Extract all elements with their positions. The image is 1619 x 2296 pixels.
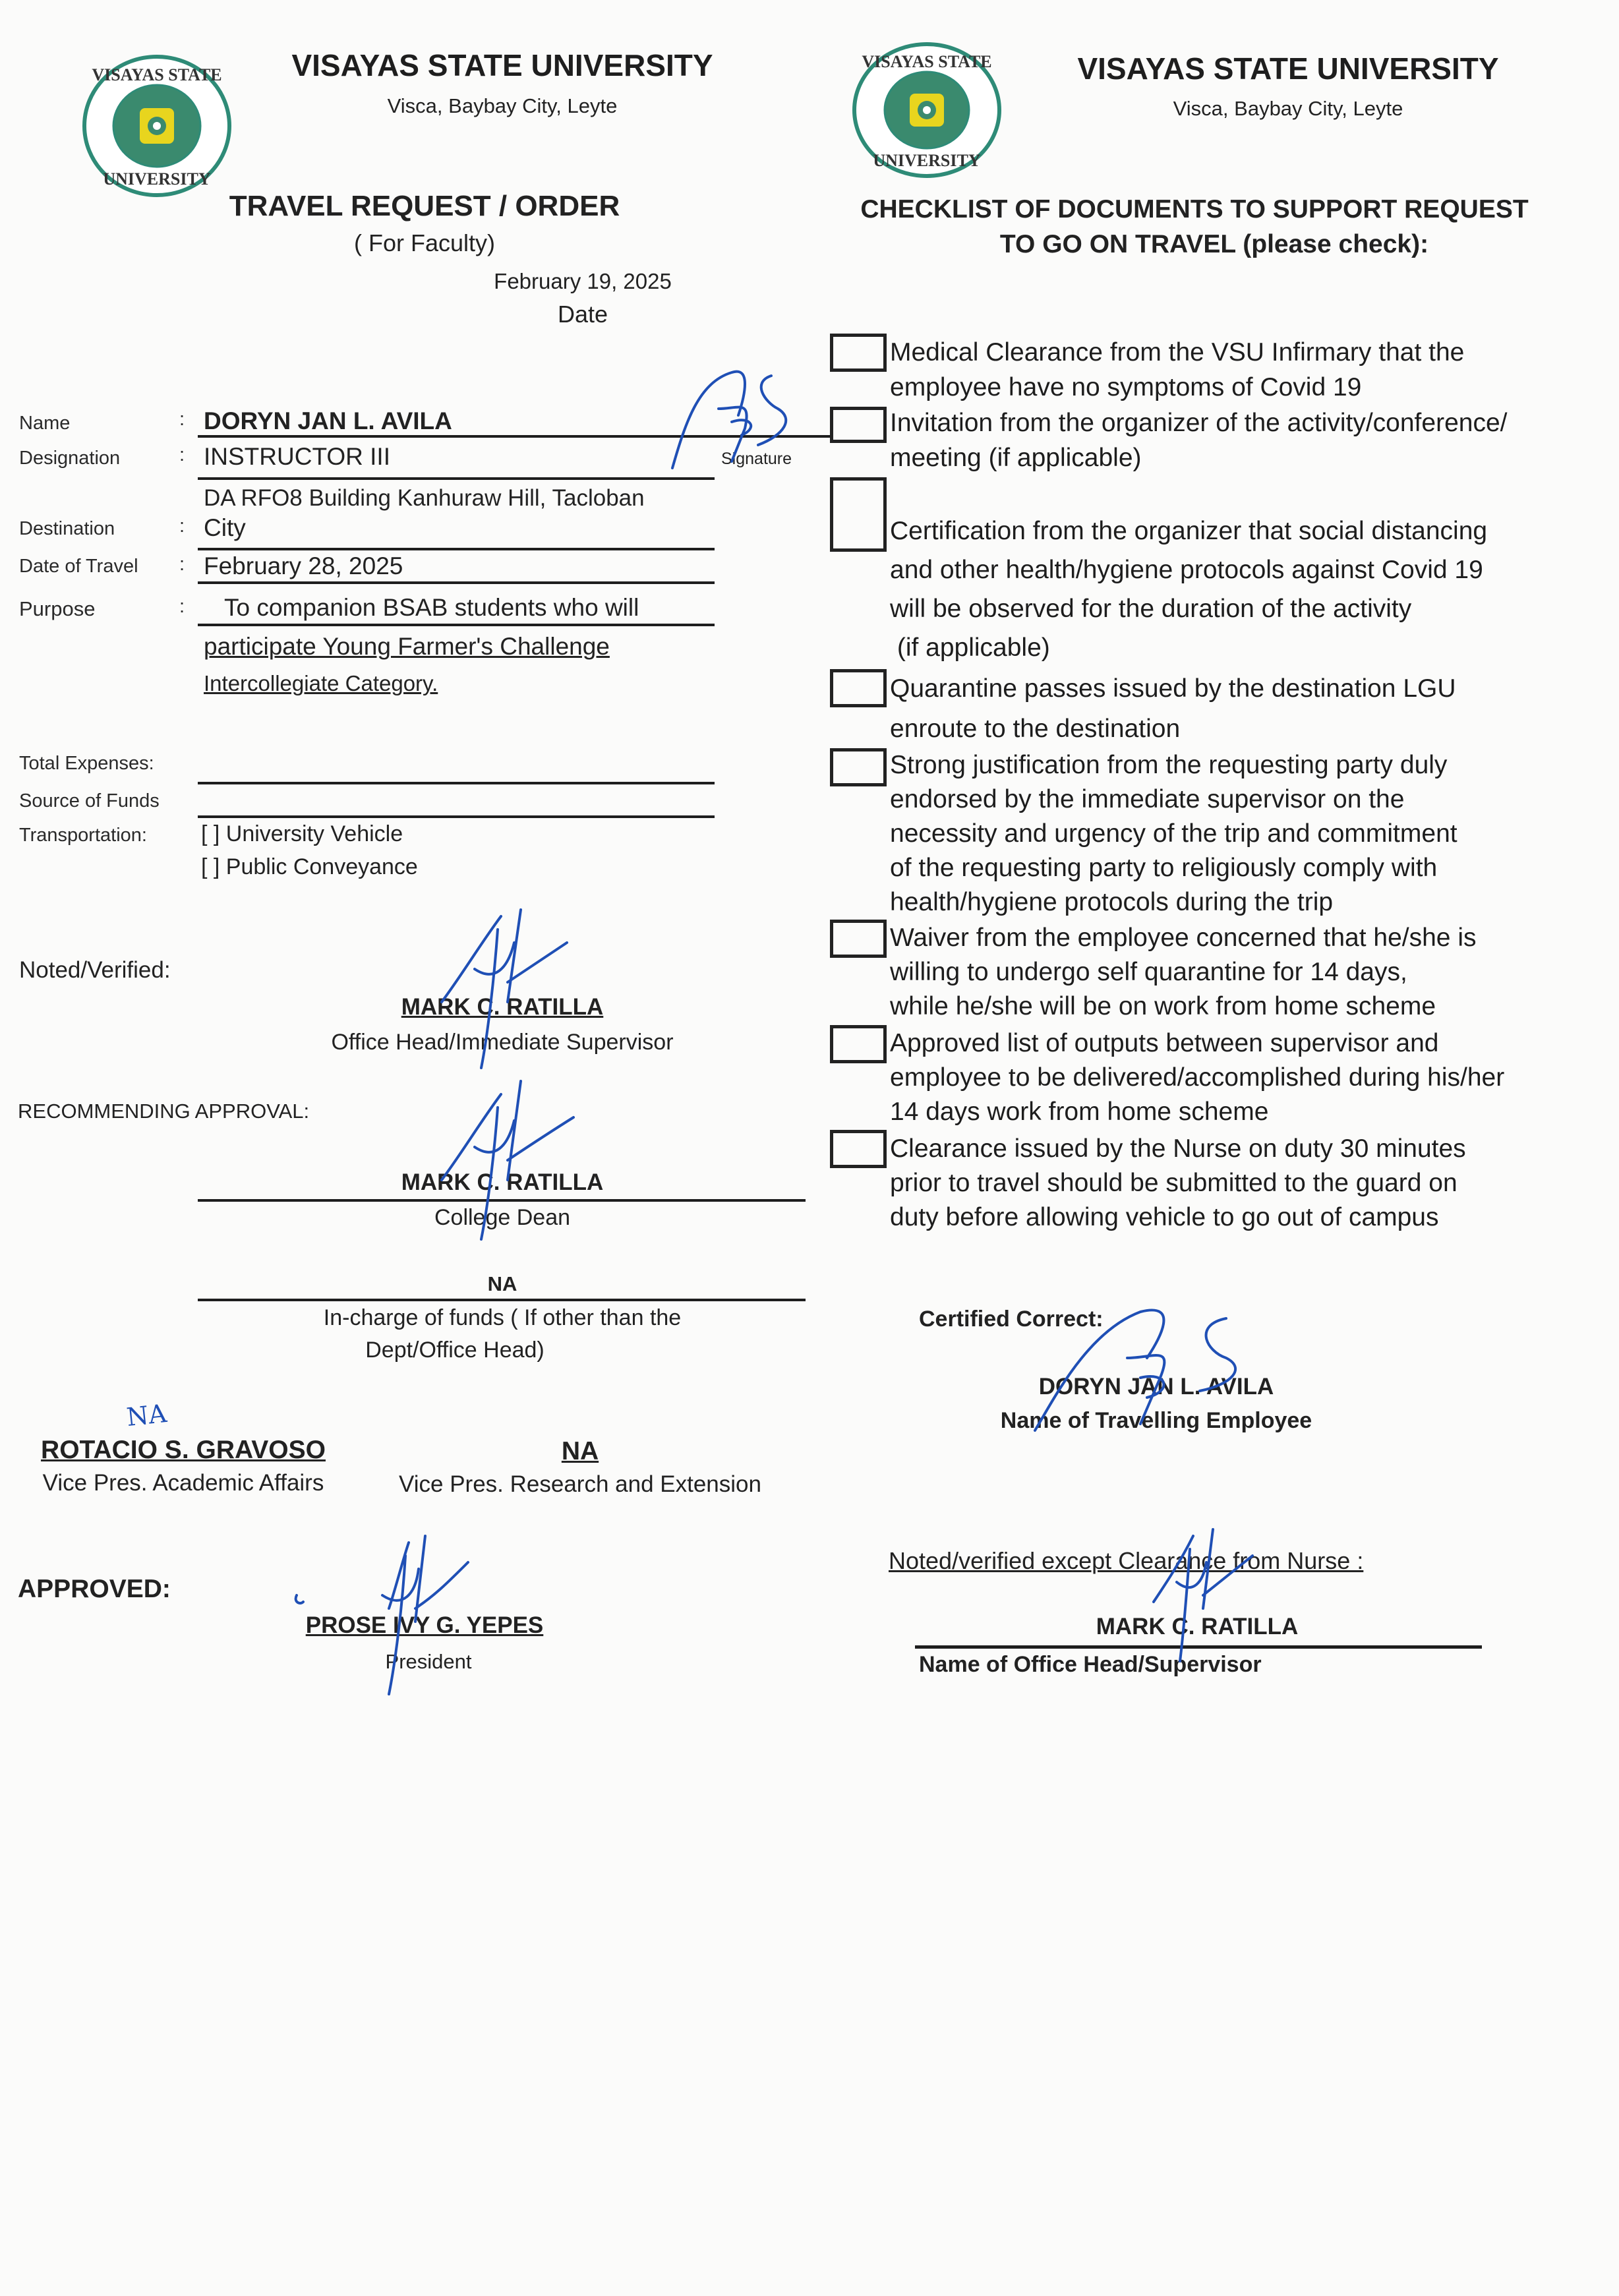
checklist-item-text: (if applicable) — [890, 633, 1050, 662]
request-date: February 19, 2025 — [494, 269, 672, 293]
checklist-item-text: endorsed by the immediate supervisor on the — [890, 785, 1405, 813]
destination-underline — [198, 548, 715, 550]
noted-signature — [435, 903, 580, 1074]
transport-university-vehicle[interactable]: [ ] University Vehicle — [201, 821, 403, 846]
svg-text:UNIVERSITY: UNIVERSITY — [103, 169, 211, 189]
colon: : — [179, 596, 185, 617]
funds-signature-line — [198, 1299, 806, 1301]
checklist-item-text: duty before allowing vehicle to go out of campus — [890, 1203, 1439, 1231]
checklist-item-text: health/hygiene protocols during the trip — [890, 888, 1334, 916]
funds-incharge-name: NA — [487, 1272, 517, 1295]
svg-text:VISAYAS STATE: VISAYAS STATE — [92, 65, 222, 84]
total-expenses-label: Total Expenses: — [19, 753, 154, 774]
university-address-right: Visca, Baybay City, Leyte — [1173, 97, 1403, 120]
dean-signature — [435, 1081, 580, 1246]
president-title: President — [385, 1650, 472, 1673]
funds-incharge-title-line1: In-charge of funds ( If other than the — [323, 1305, 682, 1330]
vpaa-title: Vice Pres. Academic Affairs — [42, 1470, 324, 1496]
recommending-approval-label: RECOMMENDING APPROVAL: — [18, 1100, 310, 1123]
checklist-item-text: employee have no symptoms of Covid 19 — [890, 373, 1362, 401]
date-of-travel-label: Date of Travel — [19, 556, 138, 577]
checklist-item-text: of the requesting party to religiously comply with — [890, 854, 1438, 882]
purpose-underline — [198, 624, 715, 626]
university-name-right: VISAYAS STATE UNIVERSITY — [1077, 51, 1499, 86]
checklist-item-text: Medical Clearance from the VSU Infirmary that the — [890, 338, 1465, 367]
date-underline — [198, 581, 715, 584]
noted-title: Office Head/Immediate Supervisor — [331, 1030, 674, 1055]
checklist-item-text: will be observed for the duration of the activity — [890, 595, 1412, 623]
name-label: Name — [19, 413, 71, 434]
checkbox[interactable] — [830, 748, 887, 786]
destination-value-line1[interactable]: DA RFO8 Building Kanhuraw Hill, Tacloban — [204, 485, 645, 511]
checkbox[interactable] — [830, 669, 887, 707]
checklist-item-text: meeting (if applicable) — [890, 444, 1142, 472]
total-expenses-line[interactable] — [198, 782, 715, 784]
form-title: TRAVEL REQUEST / ORDER — [229, 190, 620, 222]
checklist-item-text: and other health/hygiene protocols against Covid 19 — [890, 556, 1483, 584]
purpose-line1[interactable]: To companion BSAB students who will — [224, 594, 639, 621]
university-address-left: Visca, Baybay City, Leyte — [387, 94, 618, 117]
checklist-item-text: Strong justification from the requesting party duly — [890, 751, 1448, 779]
destination-value-line2[interactable]: City — [204, 514, 246, 541]
president-name: PROSE IVY G. YEPES — [305, 1612, 544, 1638]
university-logo-left — [80, 53, 233, 199]
svg-text:UNIVERSITY: UNIVERSITY — [873, 151, 981, 170]
checkbox[interactable] — [830, 334, 887, 372]
transportation-label: Transportation: — [19, 825, 147, 846]
checklist-item-text: Approved list of outputs between supervisor and — [890, 1029, 1439, 1057]
source-of-funds-line[interactable] — [198, 815, 715, 818]
checklist-item-text: Clearance issued by the Nurse on duty 30 minutes — [890, 1134, 1466, 1163]
transport-public-conveyance[interactable]: [ ] Public Conveyance — [201, 854, 418, 879]
checklist-item-text: necessity and urgency of the trip and commitment — [890, 819, 1457, 848]
request-date-label: Date — [557, 301, 608, 328]
name-value[interactable]: DORYN JAN L. AVILA — [204, 407, 452, 434]
noted-except-nurse-label: Noted/verified except Clearance from Nurse : — [889, 1547, 1364, 1574]
supervisor-name: MARK C. RATILLA — [1096, 1614, 1299, 1639]
checklist-item-text: Invitation from the organizer of the activity/conference/ — [890, 409, 1508, 437]
checklist-item-text: willing to undergo self quarantine for 14 days, — [890, 958, 1407, 986]
checklist-item-text: Certification from the organizer that social distancing — [890, 517, 1488, 545]
purpose-line3[interactable]: Intercollegiate Category. — [204, 671, 438, 695]
noted-verified-label: Noted/Verified: — [19, 957, 171, 983]
vpaa-handwritten-annotation: NA — [125, 1398, 168, 1432]
svg-text:VISAYAS STATE: VISAYAS STATE — [862, 52, 992, 71]
checklist-title-line2: TO GO ON TRAVEL (please check): — [999, 230, 1429, 258]
checklist-item-text: while he/she will be on work from home scheme — [890, 992, 1436, 1020]
purpose-label: Purpose — [19, 597, 96, 620]
employee-signature-top — [672, 369, 831, 475]
employee-signature-bottom — [1028, 1305, 1266, 1437]
university-name-left: VISAYAS STATE UNIVERSITY — [291, 48, 713, 82]
checklist-item-text: Waiver from the employee concerned that he/she is — [890, 924, 1477, 952]
date-of-travel-value[interactable]: February 28, 2025 — [204, 552, 403, 579]
designation-label: Designation — [19, 448, 121, 469]
vpre-name: NA — [561, 1437, 599, 1465]
colon: : — [179, 515, 185, 537]
destination-label: Destination — [19, 518, 115, 539]
source-of-funds-label: Source of Funds — [19, 790, 160, 811]
colon: : — [179, 409, 185, 430]
checkbox[interactable] — [830, 920, 887, 958]
president-signature — [283, 1529, 494, 1701]
vpaa-name: ROTACIO S. GRAVOSO — [41, 1436, 326, 1464]
colon: : — [179, 444, 185, 465]
checklist-item-text: prior to travel should be submitted to the guard on — [890, 1169, 1457, 1197]
form-subtitle: ( For Faculty) — [353, 229, 496, 256]
employee-title: Name of Travelling Employee — [1000, 1408, 1312, 1433]
checkbox[interactable] — [830, 477, 887, 552]
vpre-title: Vice Pres. Research and Extension — [399, 1471, 761, 1497]
dean-title: College Dean — [434, 1205, 571, 1230]
checklist-item-text: employee to be delivered/accomplished during his/her — [890, 1063, 1505, 1092]
designation-underline — [198, 477, 715, 480]
university-logo-right — [850, 41, 1003, 179]
checklist-item-text: enroute to the destination — [890, 715, 1181, 743]
checkbox[interactable] — [830, 407, 887, 443]
dean-name: MARK C. RATILLA — [401, 1169, 604, 1195]
designation-value[interactable]: INSTRUCTOR III — [204, 443, 390, 470]
noted-name: MARK C. RATILLA — [401, 994, 604, 1020]
checklist-item-text: 14 days work from home scheme — [890, 1098, 1269, 1126]
supervisor-signature — [1147, 1523, 1279, 1668]
supervisor-title: Name of Office Head/Supervisor — [919, 1652, 1262, 1677]
checkbox[interactable] — [830, 1130, 887, 1168]
purpose-line2[interactable]: participate Young Farmer's Challenge — [204, 633, 610, 660]
approved-label: APPROVED: — [18, 1575, 171, 1603]
checkbox[interactable] — [830, 1025, 887, 1063]
checklist-item-text: Quarantine passes issued by the destination LGU — [890, 674, 1456, 703]
employee-name: DORYN JAN L. AVILA — [1038, 1374, 1274, 1399]
funds-incharge-title-line2: Dept/Office Head) — [365, 1338, 545, 1363]
signature-label: Signature — [721, 450, 792, 468]
checklist-title-line1: CHECKLIST OF DOCUMENTS TO SUPPORT REQUEST — [860, 195, 1529, 223]
colon: : — [179, 554, 185, 575]
certified-correct-label: Certified Correct: — [919, 1307, 1104, 1332]
